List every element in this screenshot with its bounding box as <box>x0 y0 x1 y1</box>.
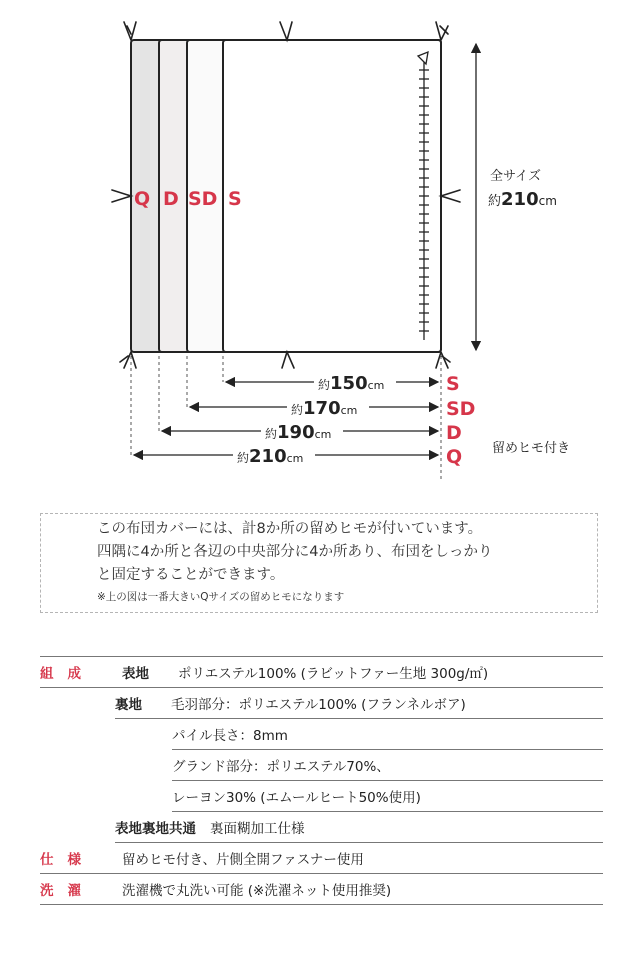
spec-row-ura-3 <box>172 750 603 781</box>
width-code-s: S <box>446 373 460 395</box>
value-common: 裏面糊加工仕様 <box>210 821 305 837</box>
width-label-q: 約210cm <box>237 446 304 467</box>
note-line-1: この布団カバーには、計8か所の留めヒモが付いています。 <box>97 521 483 537</box>
value-specification: 留めヒモ付き、片側全開ファスナー使用 <box>122 852 364 868</box>
category-composition: 組成 <box>40 666 95 682</box>
width-label-sd: 約170cm <box>291 398 358 419</box>
size-code-d: D <box>163 188 179 210</box>
value-ura-2: パイル長さ：8mm <box>172 728 288 744</box>
label-omote: 表地 <box>122 666 149 682</box>
spec-row-ura-4 <box>172 781 603 812</box>
height-heading: 全サイズ <box>490 169 541 184</box>
tie-note <box>40 513 598 613</box>
tie-label: 留めヒモ付き <box>492 441 571 456</box>
category-washing: 洗濯 <box>40 883 95 899</box>
spec-row-specification <box>40 843 603 874</box>
value-ura-1: 毛羽部分：ポリエステル100% (フランネルボア) <box>171 697 466 713</box>
size-code-q: Q <box>134 188 151 210</box>
size-code-sd: SD <box>188 188 218 210</box>
spec-table <box>40 656 603 905</box>
width-code-q: Q <box>446 446 463 468</box>
label-ura: 裏地 <box>115 697 142 713</box>
size-code-s: S <box>228 188 242 210</box>
note-line-3: と固定することができます。 <box>97 567 285 583</box>
height-label: 約210cm <box>488 189 557 210</box>
value-ura-3: グランド部分：ポリエステル70%、 <box>172 759 390 775</box>
width-label-d: 約190cm <box>265 422 332 443</box>
spec-row-ura <box>115 688 603 719</box>
width-code-sd: SD <box>446 398 476 420</box>
width-label-s: 約150cm <box>318 373 385 394</box>
value-washing: 洗濯機で丸洗い可能 (※洗濯ネット使用推奨) <box>122 883 392 899</box>
panel-s <box>223 40 441 352</box>
width-code-d: D <box>446 422 462 444</box>
note-line-2: 四隅に4か所と各辺の中央部分に4か所あり、布団をしっかり <box>97 544 493 560</box>
value-omote: ポリエステル100% (ラビットファー生地 300g/㎡) <box>178 666 489 682</box>
spec-row-omote <box>40 657 603 688</box>
category-specification: 仕様 <box>40 852 95 868</box>
spec-row-washing <box>40 874 603 905</box>
note-small: ※上の図は一番大きいQサイズの留めヒモになります <box>97 591 345 603</box>
spec-row-common <box>115 812 603 843</box>
value-ura-4: レーヨン30% (エムールヒート50%使用) <box>172 790 421 806</box>
spec-row-ura-2 <box>172 719 603 750</box>
label-common: 表地裏地共通 <box>115 821 196 837</box>
